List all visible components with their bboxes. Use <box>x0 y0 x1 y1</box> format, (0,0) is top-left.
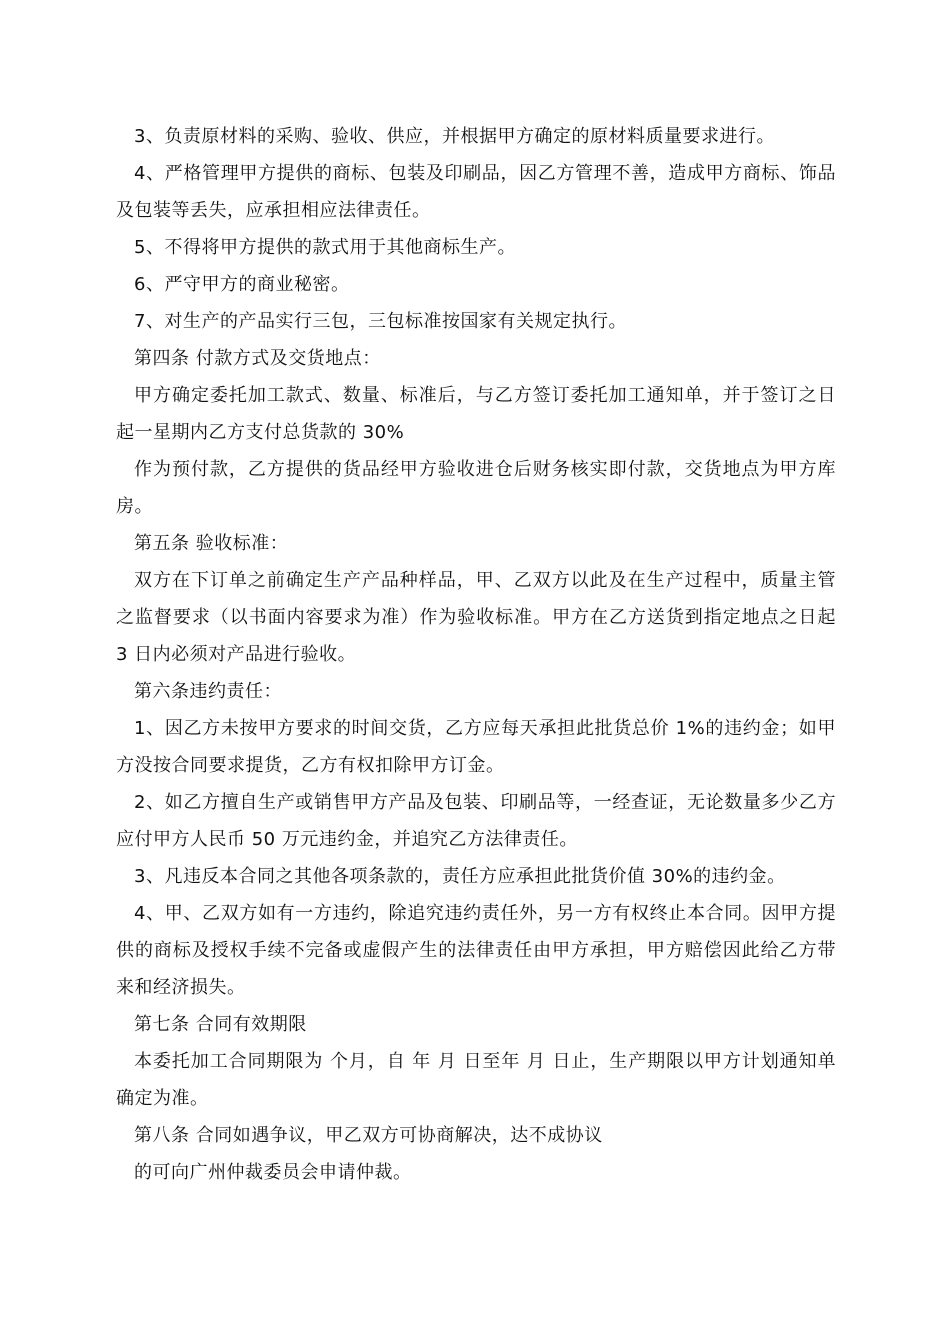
paragraph-clause-6-4: 4、甲、乙双方如有一方违约，除追究违约责任外，另一方有权终止本合同。因甲方提供的商标及授权手续不完备或虚假产生的法律责任由甲方承担，甲方赔偿因此给乙方带来和经济损失。 <box>116 903 836 998</box>
paragraph-article-4-body: 甲方确定委托加工款式、数量、标准后，与乙方签订委托加工通知单，并于签订之日起一星期内乙方支付总货款的 30% <box>116 385 836 443</box>
paragraph-clause-3-7: 7、对生产的产品实行三包，三包标准按国家有关规定执行。 <box>134 311 627 332</box>
paragraph-clause-3-3: 3、负责原材料的采购、验收、供应，并根据甲方确定的原材料质量要求进行。 <box>134 126 775 147</box>
paragraph-clause-3-4: 4、严格管理甲方提供的商标、包装及印刷品，因乙方管理不善，造成甲方商标、饰品及包装等丢失，应承担相应法律责任。 <box>116 163 836 221</box>
document-body <box>116 118 836 1191</box>
heading-article-8: 第八条 合同如遇争议，甲乙双方可协商解决，达不成协议 <box>134 1125 603 1146</box>
heading-article-7: 第七条 合同有效期限 <box>134 1014 307 1035</box>
paragraph-clause-6-2: 2、如乙方擅自生产或销售甲方产品及包装、印刷品等，一经查证，无论数量多少乙方应付甲方人民币 50 万元违约金，并追究乙方法律责任。 <box>116 792 836 850</box>
paragraph-article-7-body: 本委托加工合同期限为 个月，自 年 月 日至年 月 日止，生产期限以甲方计划通知单确定为准。 <box>116 1051 836 1109</box>
paragraph-clause-3-5: 5、不得将甲方提供的款式用于其他商标生产。 <box>134 237 516 258</box>
heading-article-4: 第四条 付款方式及交货地点： <box>134 348 381 369</box>
heading-article-6: 第六条违约责任： <box>134 681 282 702</box>
paragraph-clause-6-3: 3、凡违反本合同之其他各项条款的，责任方应承担此批货价值 30%的违约金。 <box>134 866 786 887</box>
paragraph-clause-6-1: 1、因乙方未按甲方要求的时间交货，乙方应每天承担此批货总价 1%的违约金；如甲方没按合同要求提货，乙方有权扣除甲方订金。 <box>116 718 836 776</box>
paragraph-article-4-continued: 作为预付款，乙方提供的货品经甲方验收进仓后财务核实即付款，交货地点为甲方库房。 <box>116 459 836 517</box>
paragraph-article-5-body: 双方在下订单之前确定生产产品种样品，甲、乙双方以此及在生产过程中，质量主管之监督要求（以书面内容要求为准）作为验收标准。甲方在乙方送货到指定地点之日起 3 日内必须对产品进行验收。 <box>116 570 836 665</box>
heading-article-5: 第五条 验收标准： <box>134 533 289 554</box>
paragraph-clause-3-6: 6、严守甲方的商业秘密。 <box>134 274 350 295</box>
paragraph-article-8-continued: 的可向广州仲裁委员会申请仲裁。 <box>134 1162 412 1183</box>
